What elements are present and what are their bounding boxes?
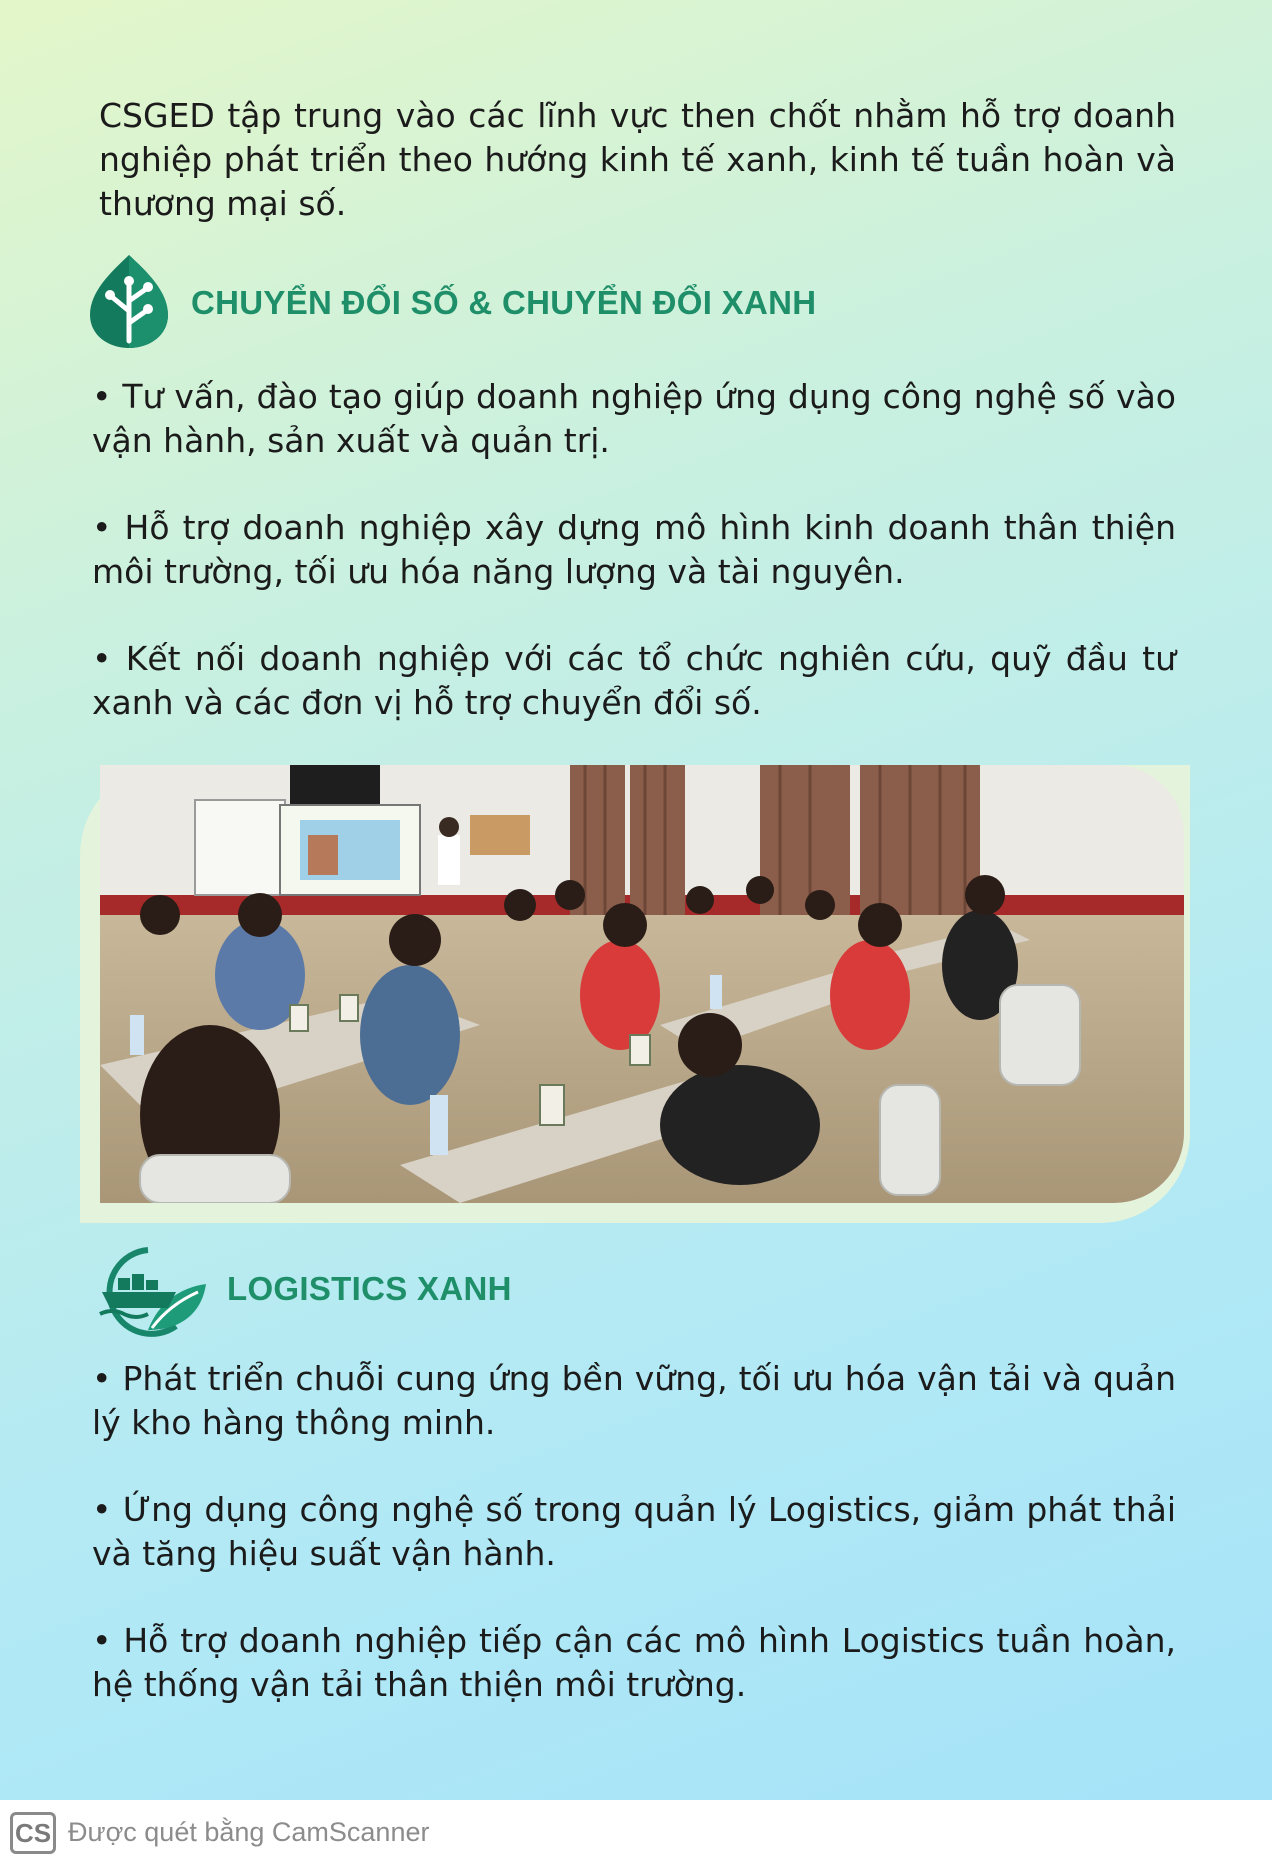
- camscanner-logo-icon: CS: [10, 1812, 56, 1854]
- section1-bullet-2: • Hỗ trợ doanh nghiệp xây dựng mô hình kinh doanh thân thiện môi trường, tối ưu hóa năng lượng và tài nguyên.: [92, 508, 1176, 591]
- section2-bullet-3: • Hỗ trợ doanh nghiệp tiếp cận các mô hình Logistics tuần hoàn, hệ thống vận tải thân thiện môi trường.: [92, 1621, 1176, 1704]
- intro-paragraph: CSGED tập trung vào các lĩnh vực then chốt nhằm hỗ trợ doanh nghiệp phát triển theo hướng kinh tế xanh, kinh tế tuần hoàn và thương mại số.: [99, 96, 1176, 223]
- classroom-workshop-photo: [100, 765, 1184, 1203]
- section1-title: CHUYỂN ĐỔI SỐ & CHUYỂN ĐỔI XANH: [191, 284, 817, 321]
- section2-bullet-1: • Phát triển chuỗi cung ứng bền vững, tối ưu hóa vận tải và quản lý kho hàng thông minh.: [92, 1359, 1176, 1442]
- section1-bullet-3: • Kết nối doanh nghiệp với các tổ chức nghiên cứu, quỹ đầu tư xanh và các đơn vị hỗ trợ chuyển đổi số.: [92, 639, 1176, 722]
- section2-title: LOGISTICS XANH: [227, 1270, 512, 1307]
- leaf-tree-icon: [88, 253, 170, 350]
- scanner-footer: [0, 1800, 1272, 1867]
- ship-leaf-icon: [88, 1244, 208, 1338]
- section1-bullet-1: • Tư vấn, đào tạo giúp doanh nghiệp ứng dụng công nghệ số vào vận hành, sản xuất và quản trị.: [92, 377, 1176, 460]
- section2-bullet-2: • Ứng dụng công nghệ số trong quản lý Logistics, giảm phát thải và tăng hiệu suất vận hành.: [92, 1490, 1176, 1573]
- classroom-illustration: [100, 765, 1184, 1203]
- camscanner-caption: Được quét bằng CamScanner: [68, 1817, 430, 1847]
